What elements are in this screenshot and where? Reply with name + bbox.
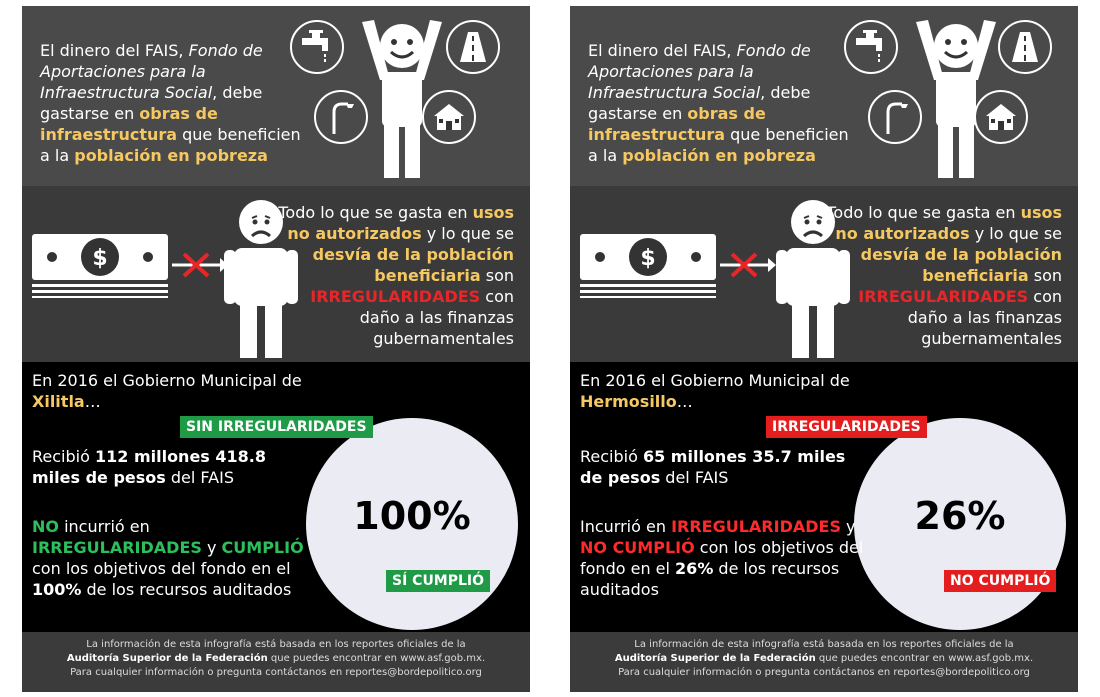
result-badge: SÍ CUMPLIÓ xyxy=(386,570,490,592)
funds-received: Recibió 112 millones 418.8 miles de pesos del FAIS xyxy=(32,447,266,487)
result-badge: NO CUMPLIÓ xyxy=(944,570,1056,592)
compliance-verdict: NO incurrió en IRREGULARIDADES y CUMPLIÓ con los objetivos del fondo en el 100% de los recursos auditados xyxy=(32,517,304,599)
irregularities-definition: Todo lo que se gasta en usos no autorizados y lo que se desvía de la población beneficiaria son IRREGULARIDADES con daño a las finanzas gubernamentales xyxy=(278,203,514,348)
footer-note: La información de esta infografía está basada en los reportes oficiales de la Auditoría Superior de la Federación que puedes encontrar en www.asf.gob.mx. Para cualquier información o pregunta contáctanos en reportes@bordepolitico.org xyxy=(614,639,1034,678)
road-icon xyxy=(446,20,500,74)
intro-text: El dinero del FAIS, Fondo de Aportaciones para la Infraestructura Social, debe gastarse en obras de infraestructura que beneficien a la población en pobreza xyxy=(40,41,301,165)
infographic-card-hermosillo xyxy=(570,6,1078,692)
infographic-card-xilitla xyxy=(22,6,530,692)
dollar-bill-icon xyxy=(580,234,716,298)
faucet-icon xyxy=(844,20,898,74)
faucet-icon xyxy=(290,20,344,74)
footer-note: La información de esta infografía está basada en los reportes oficiales de la Auditoría Superior de la Federación que puedes encontrar en www.asf.gob.mx. Para cualquier información o pregunta contáctanos en reportes@bordepolitico.org xyxy=(66,639,486,678)
road-icon xyxy=(998,20,1052,74)
compliance-percent: 26% xyxy=(914,494,1006,538)
red-x-arrow-icon xyxy=(718,250,778,280)
svg-text:$: $ xyxy=(92,246,108,271)
status-badge: SIN IRREGULARIDADES xyxy=(180,416,373,438)
compliance-verdict: Incurrió en IRREGULARIDADES y NO CUMPLIÓ con los objetivos del fondo en el 26% de los recursos auditados xyxy=(580,517,864,599)
irregularities-definition: Todo lo que se gasta en usos no autorizados y lo que se desvía de la población beneficiaria son IRREGULARIDADES con daño a las finanzas gubernamentales xyxy=(826,203,1062,348)
status-badge: IRREGULARIDADES xyxy=(766,416,927,438)
dollar-bill-icon xyxy=(32,234,168,298)
municipality-heading: En 2016 el Gobierno Municipal de Xilitla… xyxy=(32,371,302,411)
happy-person-icon xyxy=(354,12,450,182)
svg-text:$: $ xyxy=(640,246,656,271)
happy-person-icon xyxy=(908,12,1004,182)
municipality-heading: En 2016 el Gobierno Municipal de Hermosillo… xyxy=(580,371,850,411)
funds-received: Recibió 65 millones 35.7 miles de pesos del FAIS xyxy=(580,447,846,487)
intro-text: El dinero del FAIS, Fondo de Aportaciones para la Infraestructura Social, debe gastarse en obras de infraestructura que beneficien a la población en pobreza xyxy=(588,41,849,165)
compliance-percent: 100% xyxy=(353,494,471,538)
